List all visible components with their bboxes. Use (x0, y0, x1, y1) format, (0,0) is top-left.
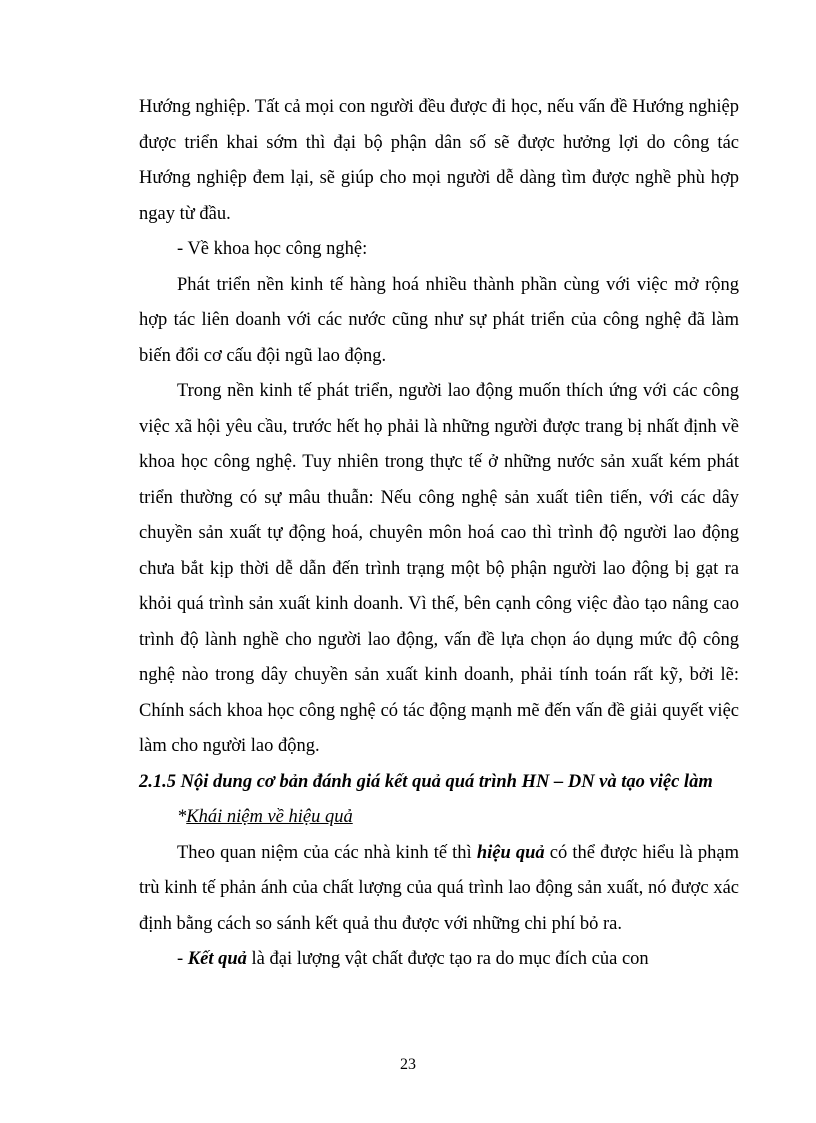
section-heading: 2.1.5 Nội dung cơ bản đánh giá kết quả quá trình HN – DN và tạo việc làm (139, 771, 713, 792)
subsection-heading (139, 800, 739, 836)
paragraph-5-after: có thể được hiểu là phạm trù kinh tế phản ánh của chất lượng của quá trình lao động sản xuất, nó được xác định bằng cách so sánh kết quả thu được với những chi phí bỏ ra. (139, 842, 739, 934)
paragraph-4: Trong nền kinh tế phát triển, người lao động muốn thích ứng với các công việc xã hội yêu cầu, trước hết họ phải là những người được trang bị nhất định về khoa học công nghệ. Tuy nhiên trong thực tế ở những nước sản xuất kém phát triển thường có sự mâu thuẫn: Nếu công nghệ sản xuất tiên tiến, với các dây chuyền sản xuất tự động hoá, chuyên môn hoá cao thì trình độ người lao động chưa bắt kịp thời dễ dẫn đến trình trạng một bộ phận người lao động bị gạt ra khỏi quá trình sản xuất kinh doanh. Vì thế, bên cạnh công việc đào tạo nâng cao trình độ lành nghề cho người lao động, vấn đề lựa chọn áo dụng mức độ công nghệ nào trong dây chuyền sản xuất kinh doanh, phải tính toán rất kỹ, bởi lẽ: Chính sách khoa học công nghệ có tác động mạnh mẽ đến vấn đề giải quyết việc làm cho người lao động. (139, 381, 739, 756)
paragraph-6 (139, 942, 739, 978)
term-ket-qua: Kết quả (187, 949, 247, 969)
document-body (139, 90, 739, 978)
subsection-label: Khái niệm về hiệu quả (186, 807, 353, 827)
paragraph-5-before: Theo quan niệm của các nhà kinh tế thì (177, 842, 477, 863)
paragraph-2: - Về khoa học công nghệ: (177, 239, 368, 259)
paragraph-6-dash: - (177, 949, 188, 969)
term-hieu-qua: hiệu quả (476, 842, 545, 863)
paragraph-1: Hướng nghiệp. Tất cả mọi con người đều được đi học, nếu vấn đề Hướng nghiệp được triển khai sớm thì đại bộ phận dân số sẽ được hưởng lợi do công tác Hướng nghiệp đem lại, sẽ giúp cho mọi người dễ dàng tìm được nghề phù hợp ngay từ đầu. (139, 97, 739, 224)
paragraph-5 (139, 836, 739, 943)
subsection-prefix: * (177, 807, 187, 827)
page-number: 23 (400, 1056, 416, 1073)
paragraph-6-after: là đại lượng vật chất được tạo ra do mục đích của con (246, 949, 649, 969)
paragraph-3: Phát triển nền kinh tế hàng hoá nhiều thành phần cùng với việc mở rộng hợp tác liên doanh với các nước cũng như sự phát triển của công nghệ đã làm biến đổi cơ cấu đội ngũ lao động. (139, 274, 739, 366)
